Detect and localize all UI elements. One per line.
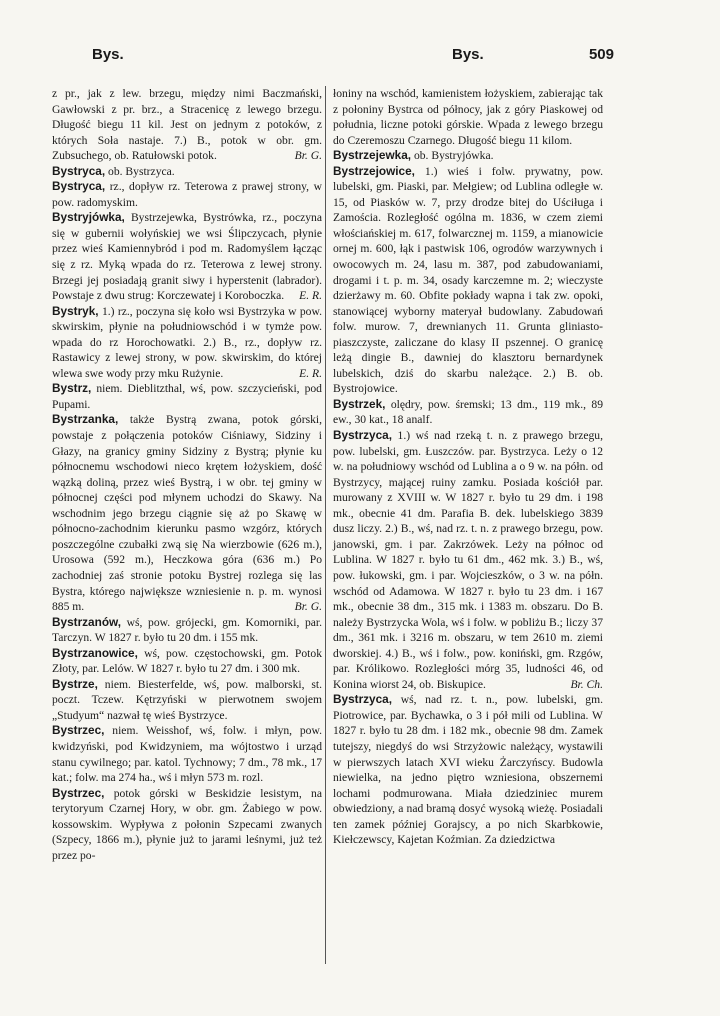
- dictionary-entry: [52, 164, 322, 180]
- entry-text: 1.) rz., poczyna się koło wsi Bystrzyka w pow. skwirskim, płynie na południowschód i w tymże pow. wpada do rz Horochowatki. 2.) B., rz., dopływ rz. Rastawicy z lewej strony, w pow. skwirskim, do której wlewa swe wody przy mku Rużynie.: [52, 304, 322, 380]
- entry-headword: Bystrze,: [52, 676, 98, 691]
- entry-headword: Bystrzanka,: [52, 412, 119, 427]
- dictionary-entry: [52, 677, 322, 724]
- dictionary-entry: [52, 646, 322, 677]
- right-entries: [333, 148, 603, 848]
- entry-text: potok górski w Beskidzie lesistym, na terytoryum Czarnej Hory, w obr. gm. Żabiego w pow. kossowskim. Wypływa z połonin Szpecami zwanych (Szpecy, 1866 m.), płynie już to jarami leśnymi, już też przez po-: [52, 786, 322, 862]
- dictionary-entry: [333, 692, 603, 847]
- dictionary-entry: [333, 164, 603, 397]
- left-entries: [52, 164, 322, 864]
- dictionary-entry: [52, 786, 322, 864]
- entry-text: Bystrzejewka, Bystrówka, rz., poczyna się w gubernii wołyńskiej we wsi Ślipczycach, płynie przez wieś Kamiennybród i pod m. Radomyślem łącząc się z rz. Myką wpada do rz. Teterowa z lewej strony. Brzegi jej posiadają granit siwy i hyperstenit (labrador). Powstaje z dwu strug: Korczewatej i Koroboczka.: [52, 211, 322, 303]
- dictionary-entry: [52, 210, 322, 303]
- entry-text: niem. Dieblitzthal, wś, pow. szczycieński, pod Pupami.: [52, 382, 322, 411]
- right-continuation: [333, 86, 603, 148]
- continuation-text: łoniny na wschód, kamienistem łożyskiem, zabierając tak z połoniny Bystrca od północy, jak z góry Piaskowej od południa, liczne potoki górskie. Wpada z lewego brzegu do Czeremoszu Czarnego. Długość biegu 11 kilom.: [333, 87, 603, 147]
- entry-text: rz., dopływ rz. Teterowa z prawej strony, w pow. radomyskim.: [52, 180, 322, 209]
- entry-signature: Br. G.: [294, 600, 322, 614]
- dictionary-entry: [52, 723, 322, 785]
- dictionary-entry: [52, 615, 322, 646]
- entry-signature: E. R.: [299, 289, 322, 303]
- entry-text: niem. Biesterfelde, wś, pow. malborski, st. poczt. Tczew. Kętrzyński w pierwotnem swojem „Studyum“ nazwał tę wieś Bystrzyce.: [52, 677, 322, 722]
- dictionary-entry: [52, 304, 322, 382]
- entry-headword: Bystrzyca,: [333, 428, 393, 443]
- page-header: [52, 46, 614, 68]
- entry-headword: Bystryca,: [52, 179, 106, 194]
- dictionary-entry: [333, 428, 603, 692]
- entry-headword: Bystrzanów,: [52, 614, 122, 629]
- entry-headword: Bystryk,: [52, 303, 99, 318]
- entry-text: 1.) wś nad rzeką t. n. z prawego brzegu, pow. lubelski, gm. Łuszczów. par. Bystrzyca. Leży o 12 w. na południowy wschód od Lublina a o 9 w. na półn. od Bystrzycy, mającej ruiny zamku. Posiada kościół par. murowany z XVIII w. W 1827 r. było tu 29 dm. i 198 mk., obecnie 41 dm. Parafia B. dek. lubelskiego 3839 dusz liczy. 2.) B., wś, nad rz. t. n. z prawego brzegu, pow. janowski, gm. i par. Zakrzówek. Leży na północ od Lublina. W 1827 r. było tu 61 dm., 462 mk. 3.) B., wś, pow. łukowski, gm. i par. Wojcieszków, o 3 w. na półn. wschód od Adamowa. W 1827 r. było tu 23 dm. i 167 mk., obecnie 38 dm., 315 mk. i 1383 m. obszaru. Do B. należy Bystrzycka Wola, wś i folw. w pobliżu B.; liczy 37 dm., 361 mk. i 3216 m. obszaru, w tem 2610 m. ziemi dworskiej. 4.) B., wś i folw., pow. koniński, gm. Rzgów, par. Królikowo. Rozległości mórg 35, ludności 46, od Konina wiorst 24, ob. Biskupice.: [333, 429, 604, 691]
- page-number: 509: [588, 46, 614, 63]
- dictionary-entry: [333, 148, 603, 164]
- right-column: [333, 86, 603, 848]
- entry-signature: Br. G.: [294, 149, 322, 163]
- entry-text: ob. Bystrzyca.: [108, 164, 175, 178]
- entry-text: wś, pow. częstochowski, gm. Potok Złoty, par. Lelów. W 1827 r. było tu 27 dm. i 300 mk.: [52, 646, 322, 676]
- entry-headword: Bystrzec,: [52, 723, 105, 738]
- running-head-left: Bys.: [92, 46, 124, 63]
- entry-text: wś, nad rz. t. n., pow. lubelski, gm. Piotrowice, par. Bychawka, o 3 i pół mili od Lublina. W 1827 r. było tu 28 dm. i 182 mk., obecnie 98 dm. Zamek tutejszy, niegdyś do wsi Strzyżowic należący, wystawili w pierwszych latach XVI wieku Żarczyńscy. Budowla niewielka, na jedno piętro wzniesiona, obszernemi lochami podmurowana. Miała dziedziniec murem obwiedziony, a nad bramą dosyć wysoką wieżę. Posiadali ten zamek później Gorajscy, a po nich Skarbkowie, Kiełczewscy, Kajetan Koźmian. Za dziedzictwa: [333, 693, 603, 847]
- entry-headword: Bystrzanowice,: [52, 645, 138, 660]
- column-divider: [325, 86, 326, 964]
- dictionary-entry: [52, 381, 322, 412]
- entry-text: ob. Bystryjówka.: [413, 149, 494, 163]
- entry-signature: E. R.: [299, 366, 322, 380]
- entry-headword: Bystrzejowice,: [333, 163, 415, 178]
- dictionary-entry: [333, 397, 603, 428]
- dictionary-entry: [52, 179, 322, 210]
- left-continuation: [52, 86, 322, 164]
- left-column: [52, 86, 322, 863]
- entry-text: także Bystrą zwana, potok górski, powstaje z połączenia potoków Ciśniawy, Sidziny i Głazy, na granicy gminy Sidziny z Bystrą; płynie ku północnemu wschodowi nieco krętem łożyskiem, dość wązką doliną, przez wieś Bystrą, i w obr. tej gminy w północnej części pod młynem uchodzi do Skawy. Na wschodnim jego brzegu ciągnie się aż po Skawę w północno-zachodnim kierunku pasmo wzgórz, których poszczególne czubałki zwą się Na wierzbowie (626 m.), Urosowa (592 m.), Heczkowa góra (636 m.) Po zachodniej zaś stronie potoku Bystrej rozlega się las Bystra, którego największe wzniesienie n. p. m. wynosi 885 m.: [52, 413, 322, 614]
- entry-headword: Bystrzek,: [333, 396, 386, 411]
- running-head-right: Bys.: [452, 46, 484, 63]
- entry-text: 1.) wieś i folw. prywatny, pow. lubelski, gm. Piaski, par. Mełgiew; od Lublina odległe w. 15, od Piasków w. 7, przy drodze bitej do Uściługa i Zamościa. Rozległość ogólna m. 1836, w czem ziemi włościańskiej m. 617, folwarcznej m. 1159, a mianowicie ornej m. 600, łąk i pastwisk 106, ogrodów warzywnych i owocowych m. 24, lasu m. 387, pod zabudowaniami, drogami i t. p. m. 34, osady karczemne m. 2; wieczyste dzierżawy m. 60. Obfite pokłady wapna i tak zw. opoki, stanowiącej wyborny materyał budowlany. Zabudowań folw. murow. 7, drewnianych 11. Grunta gliniasto-piaszczyste, zaliczane do klasy II pszennej. O granicę leżą dingie B., dawniej do klasztoru bernardynek lubelskich, dziś do skarbu należące. 2.) B. ob. Bystrojowice.: [333, 164, 603, 396]
- entry-headword: Bystrzyca,: [333, 692, 393, 707]
- entry-headword: Bystryjówka,: [52, 210, 125, 225]
- continuation-text: z pr., jak z lew. brzegu, między nimi Baczmański, Gawłowski z pr. brz., a Stracenicę z lewego brzegu. Długość biegu 11 kil. Jest on jednym z potoków, z których Soła nastaje. 7.) B., potok w obr. gm. Zubsuchego, ob. Ratułowski potok.: [52, 87, 322, 163]
- entry-headword: Bystrzec,: [52, 785, 105, 800]
- dictionary-entry: [52, 412, 322, 614]
- entry-text: niem. Weisshof, wś, folw. i młyn, pow. kwidzyński, pod Kwidzyniem, ma wójtostwo i urząd stanu cywilnego; par. katol. Tychnowy; 7 dm., 78 mk., 17 kat.; folw. ma 274 ha., wś i młyn 573 m. rozl.: [52, 724, 322, 785]
- entry-text: wś, pow. grójecki, gm. Komorniki, par. Tarczyn. W 1827 r. było tu 20 dm. i 155 mk.: [52, 615, 322, 645]
- entry-headword: Bystrz,: [52, 381, 92, 396]
- entry-headword: Bystryca,: [52, 163, 106, 178]
- entry-headword: Bystrzejewka,: [333, 148, 412, 163]
- entry-signature: Br. Ch.: [570, 677, 603, 691]
- entry-text: olędry, pow. śremski; 13 dm., 119 mk., 89 ew., 30 kat., 18 analf.: [333, 397, 603, 427]
